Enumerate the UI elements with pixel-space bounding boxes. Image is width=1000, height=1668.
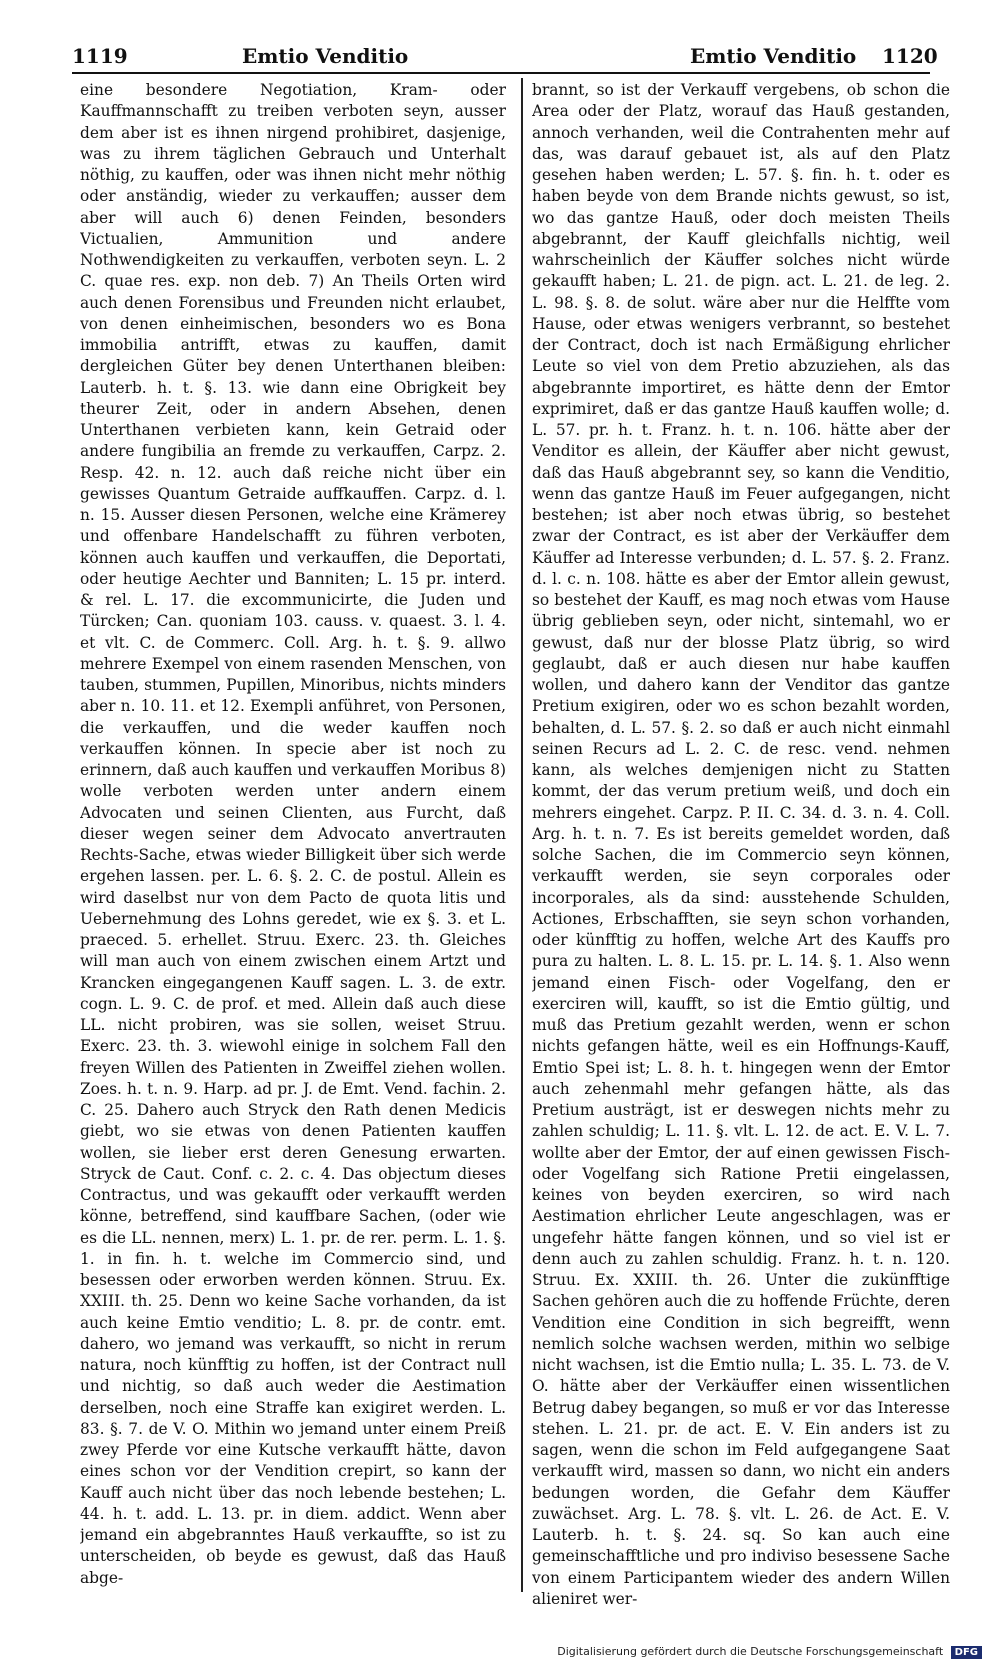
page-number-left: 1119 (72, 44, 128, 68)
page-header (72, 44, 938, 70)
running-title-left: Emtio Venditio (242, 44, 409, 68)
page-number-right: 1120 (882, 44, 938, 68)
column-divider (521, 78, 523, 1592)
text-column-left (80, 80, 506, 1610)
header-rule (72, 72, 930, 74)
column-text-right: brannt, so ist der Verkauff vergebens, ob schon die Area oder der Platz, worauf das Hauß gestanden, annoch verhanden, weil die Contrahenten mehr auf das, was darauf gebauet ist, als auf den Platz gesehen haben werden; L. 57. §. fin. h. t. oder es haben beyde von dem Brande nichts gewust, so ist, wo das gantze Hauß, oder doch meisten Theils abgebrannt, der Kauff gleichfalls nichtig, weil wahrscheinlich der Käuffer solches nicht würde gekaufft haben; L. 21. de pign. act. L. 21. de leg. 2. L. 98. §. 8. de solut. wäre aber nur die Helffte vom Hause, oder etwas wenigers verbrannt, so bestehet der Contract, doch ist nach Ermäßigung ehrlicher Leute so viel von dem Pretio abzuziehen, als das abgebrannte importiret, es hätte denn der Emtor exprimiret, daß er das gantze Hauß kauffen wolle; d. L. 57. pr. h. t. Franz. h. t. n. 106. hätte aber der Venditor es allein, der Käuffer aber nicht gewust, daß das Hauß abgebrannt sey, so kann die Venditio, wenn das gantze Hauß im Feuer aufgegangen, nicht bestehen; ist aber noch etwas übrig, so bestehet zwar der Contract, es ist aber der Verkäuffer dem Käuffer ad Interesse verbunden; d. L. 57. §. 2. Franz. d. l. c. n. 108. hätte es aber der Emtor allein gewust, so bestehet der Kauff, es mag noch etwas vom Hause übrig geblieben seyn, oder nicht, sintemahl, wo er gewust, daß nur der blosse Platz übrig, so wird geglaubt, daß er auch diesen nur habe kauffen wollen, und dahero kann der Venditor das gantze Pretium exigiren, oder wo es schon bezahlt worden, behalten, d. L. 57. §. 2. so daß er auch nicht einmahl seinen Recurs ad L. 2. C. de resc. vend. nehmen kann, als welches demjenigen nicht zu Statten kommt, der das verum pretium weiß, und doch ein mehrers eingehet. Carpz. P. II. C. 34. d. 3. n. 4. Coll. Arg. h. t. n. 7. Es ist bereits gemeldet worden, daß solche Sachen, die im Commercio seyn können, verkaufft werden, sie seyn corporales oder incorporales, als da sind: ausstehende Schulden, Actiones, Erbschafften, sie seyn schon vorhanden, oder künfftig zu hoffen, welche Art des Kauffs pro pura zu halten. L. 8. L. 15. pr. L. 14. §. 1. Also wenn jemand einen Fisch- oder Vogelfang, den er exerciren will, kaufft, so ist die Emtio gültig, und muß das Pretium gezahlt werden, wenn er schon nichts gefangen hätte, weil es ein Hoffnungs-Kauff, Emtio Spei ist; L. 8. h. t. hingegen wenn der Emtor auch zehenmahl mehr gefangen hätte, als das Pretium austrägt, ist er deswegen nichts mehr zu zahlen schuldig; L. 11. §. vlt. L. 12. de act. E. V. L. 7. wollte aber der Emtor, der auf einen gewissen Fisch- oder Vogelfang sich Ratione Pretii eingelassen, keines von beyden exerciren, so wird nach Aestimation ehrlicher Leute angeschlagen, was er ungefehr hätte fangen können, und so viel ist er denn auch zu zahlen schuldig. Franz. h. t. n. 120. Struu. Ex. XXIII. th. 26. Unter die zukünfftige Sachen gehören auch die zu hoffende Früchte, deren Vendition eine Condition in sich begreifft, wenn nemlich solche wachsen werden, mithin wo selbige nicht wachsen, ist die Emtio nulla; L. 35. L. 73. de V. O. hätte aber der Verkäuffer einen wissentlichen Betrug dabey begangen, so muß er vor das Interesse stehen. L. 21. pr. de act. E. V. Ein anders ist zu sagen, wenn die schon im Feld aufgegangene Saat verkaufft wird, massen so dann, wo nicht ein anders bedungen worden, die Gefahr dem Käuffer zuwächset. Arg. L. 78. §. vlt. L. 26. de Act. E. V. Lauterb. h. t. §. 24. sq. So kan auch eine gemeinschafftliche und pro indiviso besessene Sache von einem Participantem wieder des andern Willen alieniret wer- (532, 81, 950, 1608)
running-title-right: Emtio Venditio (690, 44, 857, 68)
text-column-right (532, 80, 950, 1610)
footer-text: Digitalisierung gefördert durch die Deutsche Forschungsgemeinschaft (557, 1645, 944, 1658)
footer-credit (557, 1645, 982, 1659)
dfg-logo: DFG (951, 1646, 982, 1659)
column-text-left: eine besondere Negotiation, Kram- oder Kauffmannschafft zu treiben verboten seyn, ausser dem aber ist es ihnen nirgend prohibiret, dasjenige, was zu ihrem täglichen Gebrauch und Unterhalt nöthig, zu kauffen, oder was ihnen nicht mehr nöthig oder anständig, wieder zu verkauffen; ausser dem aber will auch 6) denen Feinden, besonders Victualien, Ammunition und andere Nothwendigkeiten zu verkauffen, verboten seyn. L. 2 C. quae res. exp. non deb. 7) An Theils Orten wird auch denen Forensibus und Freunden nicht erlaubet, von denen einheimischen, besonders wo es Bona immobilia antrifft, etwas zu kauffen, damit dergleichen Güter bey denen Unterthanen bleiben: Lauterb. h. t. §. 13. wie dann eine Obrigkeit bey theurer Zeit, oder in andern Absehen, denen Unterthanen verbieten kann, kein Getraid oder andere fungibilia an fremde zu verkauffen, Carpz. 2. Resp. 42. n. 12. auch daß reiche nicht über ein gewisses Quantum Getraide auffkauffen. Carpz. d. l. n. 15. Ausser diesen Personen, welche eine Krämerey und offenbare Handelschafft zu führen verboten, können auch kauffen und verkauffen, die Deportati, oder heutige Aechter und Banniten; L. 15 pr. interd. & rel. L. 17. die excommunicirte, die Juden und Türcken; Can. quoniam 103. causs. v. quaest. 3. l. 4. et vlt. C. de Commerc. Coll. Arg. h. t. §. 9. allwo mehrere Exempel von einem rasenden Menschen, von tauben, stummen, Pupillen, Minoribus, nichts minders aber n. 10. 11. et 12. Exempli anführet, von Personen, die verkauffen, und die weder kauffen noch verkauffen können. In specie aber ist noch zu erinnern, daß auch kauffen und verkauffen Moribus 8) wolle verboten werden unter andern einem Advocaten und seinen Clienten, aus Furcht, daß dieser wegen seiner dem Advocato anvertrauten Rechts-Sache, etwas wieder Billigkeit über sich werde ergehen lassen. per. L. 6. §. 2. C. de postul. Allein es wird daselbst nur von dem Pacto de quota litis und Uebernehmung des Lohns geredet, wie ex §. 3. et L. praeced. 5. erhellet. Struu. Exerc. 23. th. Gleiches will man auch von einem zwischen einem Artzt und Krancken eingegangenen Kauff sagen. L. 3. de extr. cogn. L. 9. C. de prof. et med. Allein daß auch diese LL. nicht probiren, was sie sollen, weiset Struu. Exerc. 23. th. 3. wiewohl einige in solchem Fall den freyen Willen des Patienten in Zweiffel ziehen wollen. Zoes. h. t. n. 9. Harp. ad pr. J. de Emt. Vend. fachin. 2. C. 25. Dahero auch Stryck den Rath denen Medicis giebt, wo sie etwas von denen Patienten kauffen wollen, sie lieber erst deren Genesung erwarten. Stryck de Caut. Conf. c. 2. c. 4. Das objectum dieses Contractus, und was gekaufft oder verkaufft werden könne, betreffend, sind kauffbare Sachen, (oder wie es die LL. nennen, merx) L. 1. pr. de rer. perm. L. 1. §. 1. in fin. h. t. welche im Commercio sind, und besessen oder erworben werden können. Struu. Ex. XXIII. th. 25. Denn wo keine Sache vorhanden, da ist auch keine Emtio venditio; L. 8. pr. de contr. emt. dahero, wo jemand was verkaufft, so nicht in rerum natura, noch künfftig zu hoffen, ist der Contract null und nichtig, so daß auch weder die Aestimation derselben, noch eine Straffe kan exigiret werden. L. 83. §. 7. de V. O. Mithin wo jemand unter einem Preiß zwey Pferde vor eine Kutsche verkaufft hätte, davon eines schon vor der Vendition crepirt, so kann der Kauff auch nicht über das noch lebende bestehen; L. 44. h. t. add. L. 13. pr. in diem. addict. Wenn aber jemand ein abgebranntes Hauß verkauffte, so ist zu unterscheiden, ob beyde es gewust, daß das Hauß abge- (80, 81, 506, 1587)
